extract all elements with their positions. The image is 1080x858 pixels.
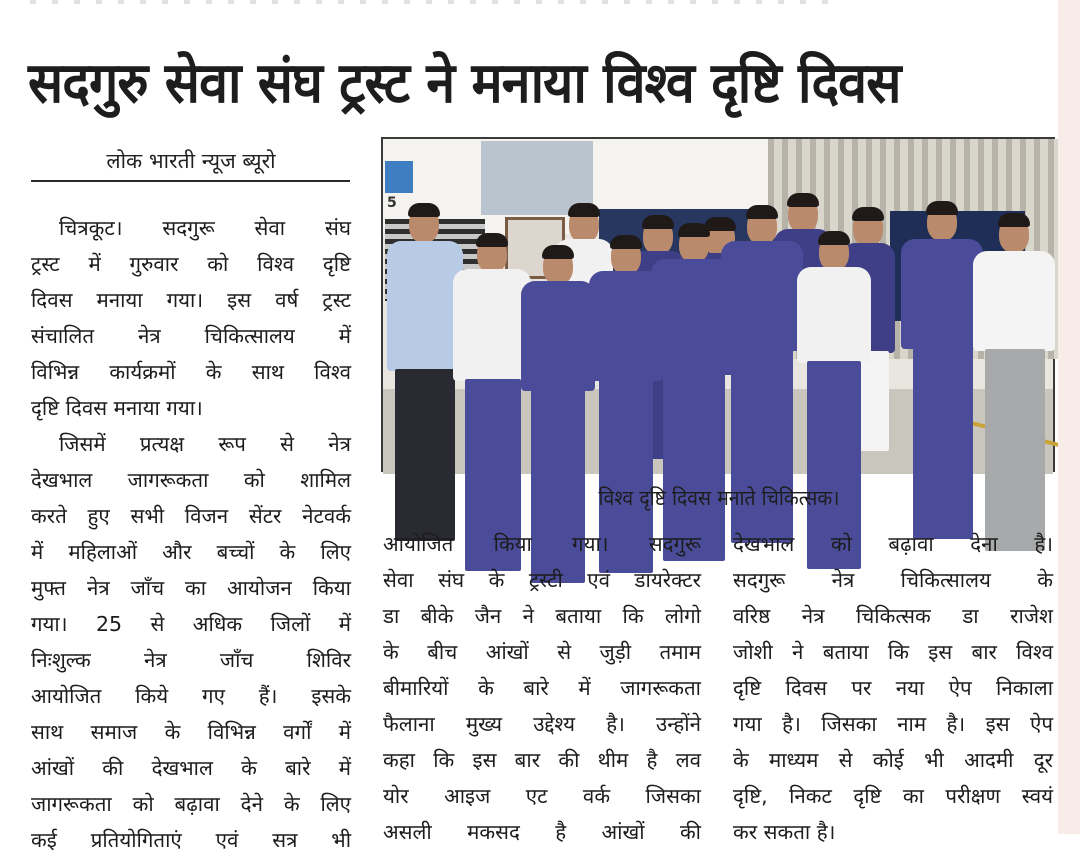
text-line: कहा कि इस बार की थीम है लव: [383, 748, 701, 772]
text-line: विभिन्न कार्यक्रमों के साथ विश्व: [31, 360, 351, 384]
text-line: डा बीके जैन ने बताया कि लोगो: [383, 604, 701, 628]
photo-blue-sign: [385, 161, 413, 193]
text-line: देखभाल को बढ़ावा देना है।: [733, 532, 1053, 556]
text-line: साथ समाज के विभिन्न वर्गों में: [31, 720, 351, 744]
text-line: आयोजित किये गए हैं। इसके: [31, 684, 351, 708]
headline: सदगुरु सेवा संघ ट्रस्ट ने मनाया विश्व दृष्टि दिवस: [28, 51, 901, 116]
text-line: के बीच आंखों से जुड़ी तमाम: [383, 640, 701, 664]
text-line: मुफ्त नेत्र जाँच का आयोजन किया: [31, 576, 351, 600]
text-line: संचालित नेत्र चिकित्सालय में: [31, 324, 351, 348]
text-line: जोशी ने बताया कि इस बार विश्व: [733, 640, 1053, 664]
byline-divider: [31, 180, 350, 182]
text-line: गया है। जिसका नाम है। इस ऐप: [733, 712, 1053, 736]
text-line: आयोजित किया गया। सदगुरू: [383, 532, 701, 556]
article-column-3: [733, 526, 1053, 850]
text-line: दृष्टि दिवस पर नया ऐप निकाला: [733, 676, 1053, 700]
text-line: में महिलाओं और बच्चों के लिए: [31, 540, 351, 564]
photo-caption: विश्व दृष्टि दिवस मनाते चिकित्सक।: [598, 486, 840, 510]
text-line: दृष्टि दिवस मनाया गया।: [31, 396, 203, 420]
cropped-previous-line: [30, 0, 830, 4]
text-line: चित्रकूट। सदगुरू सेवा संघ: [59, 216, 351, 240]
text-line: दिवस मनाया गया। इस वर्ष ट्रस्ट: [31, 288, 351, 312]
text-line: फैलाना मुख्य उद्देश्य है। उन्होंने: [383, 712, 701, 736]
text-line: गया। 25 से अधिक जिलों में: [31, 612, 351, 636]
text-line: दृष्टि, निकट दृष्टि का परीक्षण स्वयं: [733, 784, 1053, 808]
text-line: सदगुरू नेत्र चिकित्सालय के: [733, 568, 1053, 592]
text-line: ट्रस्ट में गुरुवार को विश्व दृष्टि: [31, 252, 351, 276]
text-line: आंखों की देखभाल के बारे में: [31, 756, 351, 780]
page-edge-strip: [1058, 0, 1080, 834]
group-photo: [381, 137, 1055, 472]
article-column-1: [31, 210, 351, 858]
text-line: असली मकसद है आंखों की: [383, 820, 701, 844]
byline: लोक भारती न्यूज ब्यूरो: [106, 149, 276, 173]
text-line: करते हुए सभी विजन सेंटर नेटवर्क: [31, 504, 351, 528]
text-line: वरिष्ठ नेत्र चिकित्सक डा राजेश: [733, 604, 1053, 628]
text-line: कर सकता है।: [733, 820, 836, 844]
text-line: सेवा संघ के ट्रस्टी एवं डायरेक्टर: [383, 568, 701, 592]
photo-sign-number: 5: [387, 195, 397, 211]
text-line: जागरूकता को बढ़ावा देने के लिए: [31, 792, 351, 816]
text-line: निःशुल्क नेत्र जाँच शिविर: [31, 648, 351, 672]
text-line: योर आइज एट वर्क जिसका: [383, 784, 701, 808]
article-column-2: [383, 526, 701, 850]
text-line: जिसमें प्रत्यक्ष रूप से नेत्र: [59, 432, 351, 456]
text-line: कई प्रतियोगिताएं एवं सत्र भी: [31, 828, 351, 852]
text-line: के माध्यम से कोई भी आदमी दूर: [733, 748, 1053, 772]
text-line: बीमारियों के बारे में जागरूकता: [383, 676, 701, 700]
text-line: देखभाल जागरूकता को शामिल: [31, 468, 351, 492]
